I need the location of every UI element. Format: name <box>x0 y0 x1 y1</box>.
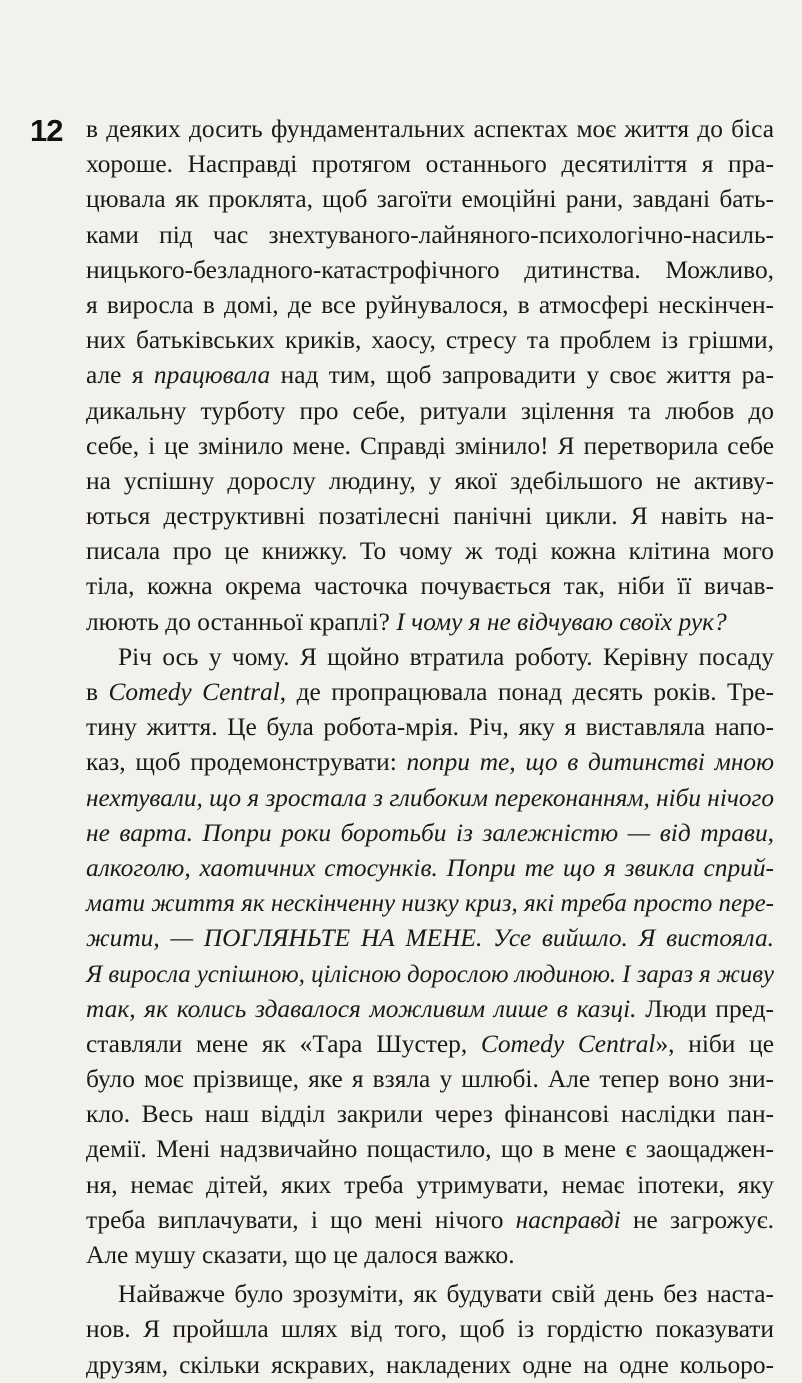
text-line <box>86 1132 774 1167</box>
italic-text-segment: Comedy Central <box>480 1029 656 1058</box>
text-line <box>86 781 774 816</box>
italic-text-segment: не варта. Попри роки боротьби із залежністю — від трави, <box>86 818 774 847</box>
text-segment: ставляли мене як «Тара Шустер, <box>86 1029 481 1058</box>
text-segment: в <box>86 678 109 706</box>
text-segment: Річ ось у чому. Я щойно втратила роботу. Керівну посаду <box>118 642 774 671</box>
italic-text-segment: так, як колись здавалося можливим лише в казці. <box>86 994 637 1023</box>
italic-text-segment: алкоголю, хаотичних стосунків. Попри те що я звикла сприй- <box>86 853 774 882</box>
text-segment: дикальну турботу про себе, ритуали зцілення та любов до <box>86 396 774 425</box>
text-line <box>86 745 774 780</box>
page-number: 12 <box>30 113 63 148</box>
text-segment: ницького-безладного-катастрофічного дитинства. Можливо, <box>86 255 774 284</box>
text-segment: , де пропрацювала понад десять років. Тре- <box>279 678 774 706</box>
text-segment: над тим, щоб запровадити у своє життя ра- <box>270 361 774 390</box>
text-segment: кло. Весь наш відділ закрили через фінансові наслідки пан- <box>86 1100 774 1129</box>
body-text <box>86 112 774 1383</box>
text-segment: тіла, кожна окрема часточка почувається так, ніби її вичав- <box>86 572 774 601</box>
text-segment: було моє прізвище, яке я взяла у шлюбі. Але тепер воно зни- <box>86 1065 774 1094</box>
text-segment: ня, немає дітей, яких треба утримувати, немає іпотеки, яку <box>86 1170 774 1199</box>
text-line <box>86 851 774 886</box>
text-line <box>86 992 774 1027</box>
text-line <box>86 323 774 358</box>
text-line <box>86 358 774 393</box>
italic-text-segment: Comedy Central <box>108 678 280 706</box>
italic-text-segment: нехтували, що я зростала з глибоким переконанням, ніби нічого <box>86 783 774 812</box>
text-segment: Найважче було зрозуміти, як будувати свій день без наста- <box>118 1280 774 1309</box>
text-line <box>86 1097 774 1132</box>
text-line <box>86 1348 774 1383</box>
text-line <box>86 147 774 182</box>
text-segment: люють до останньої краплі? <box>86 607 397 636</box>
text-segment: хороше. Насправді протягом останнього десятиліття я пра- <box>86 150 774 179</box>
text-line <box>86 464 774 499</box>
text-line <box>86 710 774 745</box>
text-line <box>86 1062 774 1097</box>
text-line <box>86 1203 774 1238</box>
text-line <box>86 957 774 992</box>
italic-text-segment: насправді <box>515 1205 621 1234</box>
text-segment: ками під час знехтуваного-лайняного-психологічно-насиль- <box>86 220 774 249</box>
text-segment: демії. Мені надзвичайно пощастило, що в мене є заощаджен- <box>86 1135 774 1164</box>
text-line <box>86 605 774 640</box>
italic-text-segment: попри те, що в дитинстві мною <box>406 748 775 777</box>
text-line <box>86 675 774 710</box>
text-line <box>86 1312 774 1347</box>
text-segment: Люди пред- <box>636 994 774 1023</box>
text-segment: нов. Я пройшла шлях від того, щоб із гордістю показувати <box>86 1315 774 1344</box>
italic-text-segment: Я виросла успішною, цілісною дорослою людиною. І зараз я живу <box>86 959 774 988</box>
text-line <box>86 921 774 956</box>
text-segment: себе, і це змінило мене. Справді змінило! Я перетворила себе <box>86 431 774 460</box>
text-line <box>86 1027 774 1062</box>
text-segment: каз, щоб продемонструвати: <box>86 748 407 777</box>
text-line <box>86 1168 774 1203</box>
text-line <box>86 288 774 323</box>
text-line <box>86 534 774 569</box>
text-line <box>86 112 774 147</box>
text-line <box>86 886 774 921</box>
text-segment: я виросла в домі, де все руйнувалося, в атмосфері нескінчен- <box>86 290 774 319</box>
text-segment: тину життя. Це була робота-мрія. Річ, яку я виставляла напо- <box>86 713 774 742</box>
italic-text-segment: мати життя як нескінченну низку криз, які треба просто пере- <box>86 889 774 918</box>
text-segment: писала про це книжку. То чому ж тоді кожна клітина мого <box>86 537 774 566</box>
text-line <box>86 394 774 429</box>
text-line <box>86 569 774 604</box>
text-segment: не загрожує. <box>620 1205 774 1234</box>
text-line <box>86 253 774 288</box>
text-line <box>86 182 774 217</box>
italic-text-segment: І чому я не відчуваю своїх рук? <box>396 607 727 636</box>
text-segment: друзям, скільки яскравих, накладених одне на одне кольоро- <box>86 1350 774 1379</box>
text-segment: Але мушу сказати, що це далося важко. <box>86 1241 515 1269</box>
text-line <box>86 429 774 464</box>
text-segment: цювала як проклята, щоб загоїти емоційні рани, завдані бать- <box>86 185 774 214</box>
text-line <box>86 1238 774 1273</box>
italic-text-segment: жити, — ПОГЛЯНЬТЕ НА МЕНЕ. Усе вийшло. Я вистояла. <box>86 924 774 953</box>
text-segment: них батьківських криків, хаосу, стресу та проблем із грішми, <box>86 326 774 355</box>
text-line <box>86 499 774 534</box>
text-segment: ються деструктивні позатілесні панічні цикли. Я навіть на- <box>86 502 774 531</box>
text-line <box>86 218 774 253</box>
italic-text-segment: працювала <box>153 361 271 390</box>
text-line <box>86 816 774 851</box>
text-segment: », ніби це <box>655 1029 774 1058</box>
text-segment: на успішну дорослу людину, у якої здебільшого не активу- <box>86 466 774 495</box>
text-line <box>86 640 774 675</box>
text-segment: треба виплачувати, і що мені нічого <box>86 1205 516 1234</box>
text-line <box>86 1277 774 1312</box>
text-segment: в деяких досить фундаментальних аспектах моє життя до біса <box>86 115 774 143</box>
text-segment: але я <box>86 361 154 390</box>
